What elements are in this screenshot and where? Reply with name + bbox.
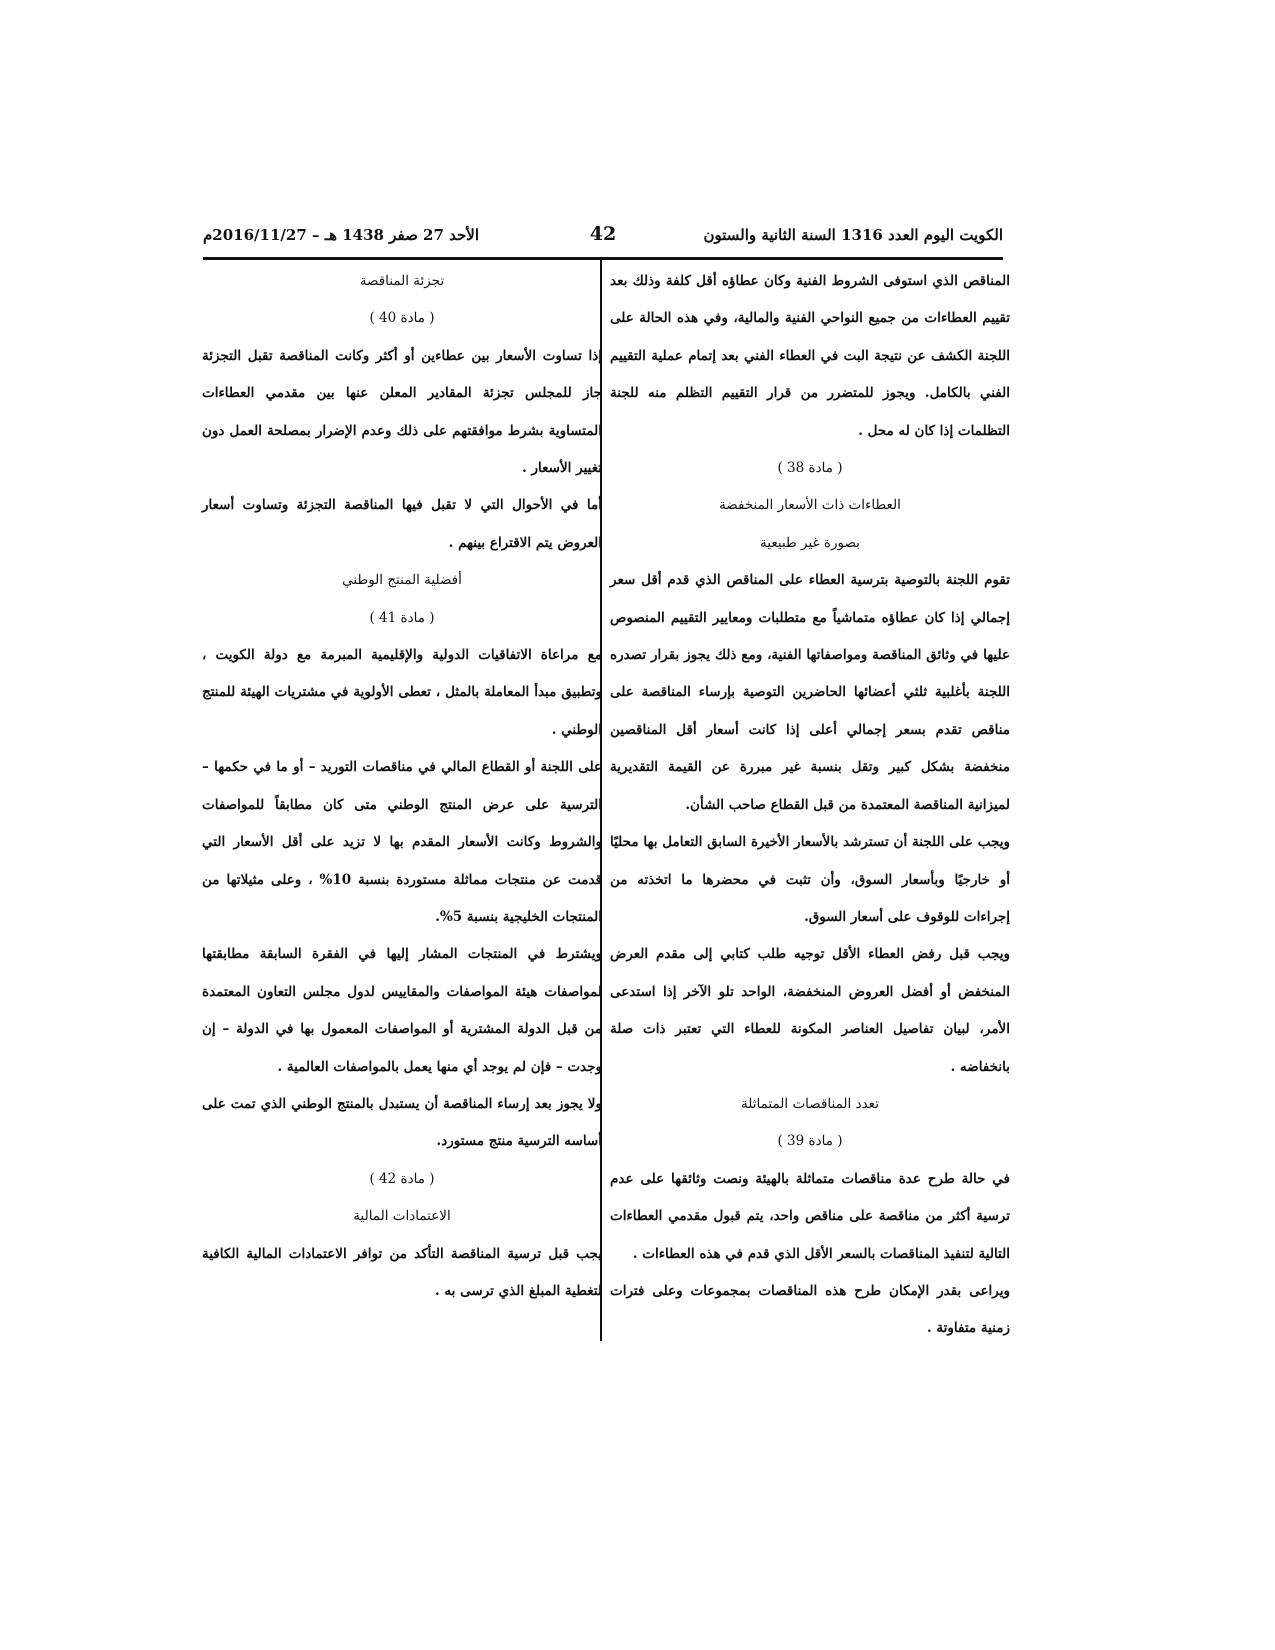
paragraph: ولا يجوز بعد إرساء المناقصة أن يستبدل بالمنتج الوطني الذي تمت على أساسه الترسية منتج مستورد. — [202, 1095, 602, 1150]
heading: ( مادة 42 ) — [369, 1170, 435, 1187]
heading: الاعتمادات المالية — [353, 1208, 451, 1225]
paragraph: مع مراعاة الاتفاقيات الدولية والإقليمية المبرمة مع دولة الكويت ، وتطبيق مبدأ المعاملة بالمثل ، تعطى الأولوية في مشتريات الهيئة للمنتج الوطني . — [202, 647, 602, 738]
paragraph: على اللجنة أو القطاع المالي في مناقصات التوريد – أو ما في حكمها – الترسية على عرض المنتج الوطني متى كان مطابقاً للمواصفات والشروط وكانت الأسعار المقدم بها لا تزيد على أقل الأسعار التي قدمت عن منتجات مماثلة مستوردة بنسبة 10% ، وعلى مثيلاتها من المنتجات الخليجية بنسبة 5%. — [202, 759, 602, 925]
heading: ( مادة 41 ) — [369, 609, 435, 626]
paragraph: ويراعى بقدر الإمكان طرح هذه المناقصات بمجموعات وعلى فترات زمنية متفاوتة . — [610, 1282, 1010, 1337]
paragraph: في حالة طرح عدة مناقصات متماثلة بالهيئة ونصت وثائقها على عدم ترسية أكثر من مناقصة على مناقص واحد، يتم قبول مقدمي العطاءات التالية لتنفيذ المناقصات بالسعر الأقل الذي قدم في هذه العطاءات . — [610, 1170, 1010, 1262]
heading: ( مادة 39 ) — [777, 1133, 843, 1150]
header-rule — [203, 257, 1003, 260]
heading: أفضلية المنتج الوطني — [342, 572, 462, 589]
paragraph: إذا تساوت الأسعار بين عطاءين أو أكثر وكانت المناقصة تقبل التجزئة جاز للمجلس تجزئة المقادير المعلن عنها بين مقدمي العطاءات المتساوية بشرط موافقتهم على ذلك وعدم الإضرار بمصلحة العمل دون تغيير الأسعار . — [202, 347, 602, 477]
paragraph: أما في الأحوال التي لا تقبل فيها المناقصة التجزئة وتساوت أسعار العروض يتم الاقتراع بينهم . — [202, 497, 602, 551]
paragraph: ويشترط في المنتجات المشار إليها في الفقرة السابقة مطابقتها لمواصفات هيئة المواصفات والمقاييس لدول مجلس التعاون المعتمدة من قبل الدولة المشترية أو المواصفات المعمول بها في الدولة – إن وجدت – فإن لم يوجد أي منها يعمل بالمواصفات العالمية . — [202, 946, 602, 1075]
paragraph: تقوم اللجنة بالتوصية بترسية العطاء على المناقص الذي قدم أقل سعر إجمالي إذا كان عطاؤه متماشياً مع متطلبات ومعايير التقييم المنصوص عليها في وثائق المناقصة ومواصفاتها الفنية، ومع ذلك يجوز بقرار تصدره اللجنة بأغلبية ثلثي أعضائها الحاضرين التوصية بإرساء المناقصة على مناقص تقدم بسعر إجمالي أعلى إذا كانت أسعار أقل المناقصين منخفضة بشكل كبير وتقل بنسبة غير مبررة عن القيمة التقديرية لميزانية المناقصة المعتمدة من قبل القطاع صاحب الشأن. — [610, 572, 1010, 813]
heading: ( مادة 38 ) — [777, 460, 843, 477]
paragraph: يجب قبل ترسية المناقصة التأكد من توافر الاعتمادات المالية الكافية لتغطية المبلغ الذي ترسى به . — [202, 1245, 602, 1299]
heading: العطاءات ذات الأسعار المنخفضة — [719, 497, 901, 514]
paragraph: ويجب على اللجنة أن تسترشد بالأسعار الأخيرة السابق التعامل بها محليًا أو خارجيًا وبأسعار السوق، وأن تثبت في محضرها ما اتخذته من إجراءات للوقوف على أسعار السوق. — [610, 834, 1010, 925]
heading: تعدد المناقصات المتماثلة — [741, 1095, 879, 1112]
heading: ( مادة 40 ) — [369, 310, 435, 327]
left-column — [202, 263, 602, 1310]
page-number: 42 — [589, 223, 617, 245]
running-header — [203, 222, 1003, 256]
paragraph: المناقص الذي استوفى الشروط الفنية وكان عطاؤه أقل كلفة وذلك بعد تقييم العطاءات من جميع النواحي الفنية والمالية، وفي هذه الحالة على اللجنة الكشف عن نتيجة البت في العطاء الفني بعد إتمام عملية التقييم الفني بالكامل. ويجوز للمتضرر من قرار التقييم التظلم منه للجنة التظلمات إذا كان له محل . — [610, 273, 1010, 439]
gazette-title: الكويت اليوم العدد 1316 السنة الثانية والستون — [703, 226, 1003, 244]
issue-date: الأحد 27 صفر 1438 هـ – 2016/11/27م — [203, 226, 479, 244]
heading: بصورة غير طبيعية — [760, 534, 860, 551]
right-column — [610, 263, 1010, 1348]
paragraph: ويجب قبل رفض العطاء الأقل توجيه طلب كتابي إلى مقدم العرض المنخفض أو أفضل العروض المنخفضة، الواحد تلو الآخر إذا استدعى الأمر، لبيان تفاصيل العناصر المكونة للعطاء التي تعتبر ذات صلة بانخفاضه . — [610, 946, 1010, 1075]
heading: تجزئة المناقصة — [359, 273, 445, 289]
